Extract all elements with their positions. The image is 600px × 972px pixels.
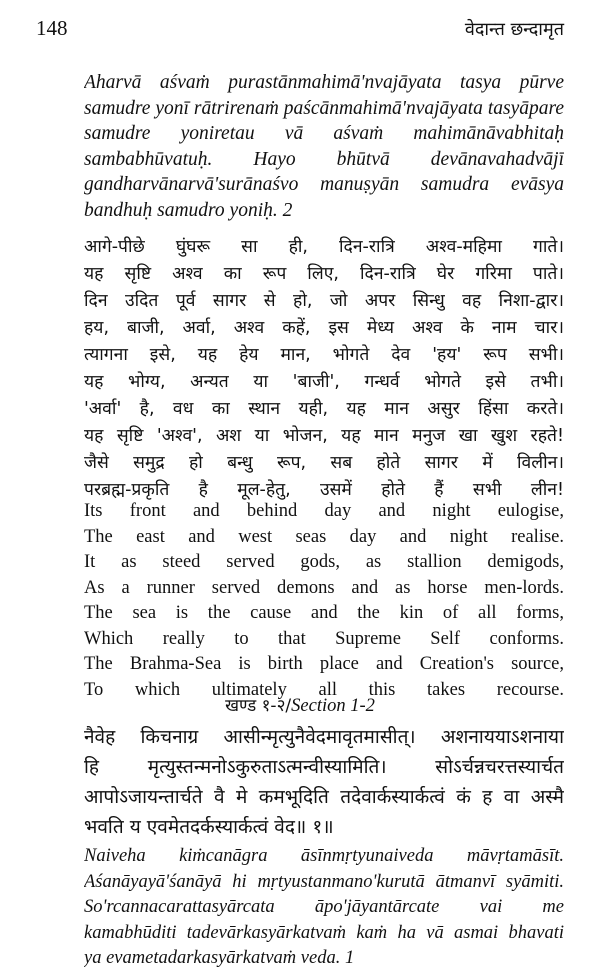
hindi-line: हय, बाजी, अर्वा, अश्व कहें, इस मेध्य अश्व के नाम चार।	[84, 318, 564, 338]
mantra-transliteration	[84, 70, 564, 223]
english-line: The sea is the cause and the kin of all forms,	[84, 603, 564, 623]
mantra2-transliteration	[84, 844, 564, 972]
sanskrit-line: भवति य एवमेतदर्कस्यार्कत्वं वेद॥ १॥	[84, 816, 334, 838]
translit2-line: Naiveha kiṁcanāgra āsīnmṛtyunaiveda māvṛtamāsīt.	[84, 846, 564, 866]
translit2-line: kamabhūditi tadevārkasyārkatvaṁ kaṁ ha vā asmai bhavati	[84, 922, 564, 943]
page-number: 148	[36, 16, 68, 40]
page-header	[36, 16, 564, 46]
hindi-line: आगे-पीछे घुंघरू सा ही, दिन-रात्रि अश्व-महिमा गाते।	[84, 237, 564, 257]
running-title: वेदान्त छन्दामृत	[464, 19, 564, 40]
sanskrit-line: आपोऽजायन्तार्चते वै मे कमभूदिति तदेवार्कस्यार्कत्वं कं ह वा अस्मै	[84, 786, 564, 808]
translit-line: gandharvānarvā'surānaśvo manuṣyān samudra evāsya	[84, 174, 564, 195]
hindi-verse	[84, 234, 564, 504]
hindi-line: 'अर्वा' है, वध का स्थान यही, यह मान असुर हिंसा करते।	[84, 399, 564, 419]
english-line: Its front and behind day and night eulogise,	[84, 501, 564, 521]
translit2-line: Aśanāyayā'śanāyā hi mṛtyustanmano'kurutā ātmanvī syāmiti.	[84, 871, 564, 892]
translit-line: bandhuḥ samudro yoniḥ. 2	[84, 199, 293, 221]
section-hindi: खण्ड १-२/	[225, 696, 292, 716]
english-line: The east and west seas day and night realise.	[84, 526, 564, 547]
sanskrit-mantra	[84, 722, 564, 842]
hindi-line: यह भोग्य, अन्यत या 'बाजी', गन्धर्व भोगते इसे तभी।	[84, 372, 564, 392]
translit-line: sambabhūvatuḥ. Hayo bhūtvā devānavahadvājī	[84, 148, 564, 170]
translit-line: samudre yonī rātrirenaṁ paścānmahimā'nvajāyata tasyāpare	[84, 97, 564, 119]
section-english: Section 1-2	[291, 696, 375, 716]
hindi-line: यह सृष्टि अश्व का रूप लिए, दिन-रात्रि घेर गरिमा पाते।	[84, 264, 564, 284]
translit-line: Aharvā aśvaṁ purastānmahimā'nvajāyata tasya pūrve	[84, 72, 564, 93]
english-line: As a runner served demons and as horse men-lords.	[84, 577, 564, 598]
hindi-line: यह सृष्टि 'अश्व', अश या भोजन, यह मान मनुज खा खुश रहते!	[84, 426, 564, 446]
english-verse	[84, 499, 564, 703]
english-line: Which really to that Supreme Self conforms.	[84, 628, 564, 649]
translit2-line: So'rcannacarattasyārcata āpo'jāyantārcate vai me	[84, 897, 564, 917]
english-line: It as steed served gods, as stallion demigods,	[84, 552, 564, 572]
english-line: To which ultimately all this takes recourse.	[84, 679, 564, 700]
sanskrit-line: हि मृत्युस्तन्मनोऽकुरुताऽत्मन्वीस्यामिति। सोऽर्चन्नचरत्तस्यार्चत	[84, 756, 564, 778]
hindi-line: दिन उदित पूर्व सागर से हो, जो अपर सिन्धु वह निशा-द्वार।	[84, 291, 564, 311]
hindi-line: त्यागना इसे, यह हेय मान, भोगते देव 'हय' रूप सभी।	[84, 345, 564, 365]
english-line: The Brahma-Sea is birth place and Creation's source,	[84, 654, 564, 674]
section-heading	[0, 692, 600, 720]
hindi-line: जैसे समुद्र हो बन्धु रूप, सब होते सागर में विलीन।	[84, 453, 564, 473]
translit-line: samudre yoniretau vā aśvaṁ mahimānāvabhitaḥ	[84, 123, 564, 144]
hindi-line: परब्रह्म-प्रकृति है मूल-हेतु, उसमें होते हैं सभी लीन!	[84, 480, 564, 500]
sanskrit-line: नैवेह किचनाग्र आसीन्मृत्युनैवेदमावृतमासीत्। अशनाययाऽशनाया	[84, 726, 564, 748]
translit2-line: ya evametadarkasyārkatvaṁ veda. 1	[84, 948, 355, 968]
